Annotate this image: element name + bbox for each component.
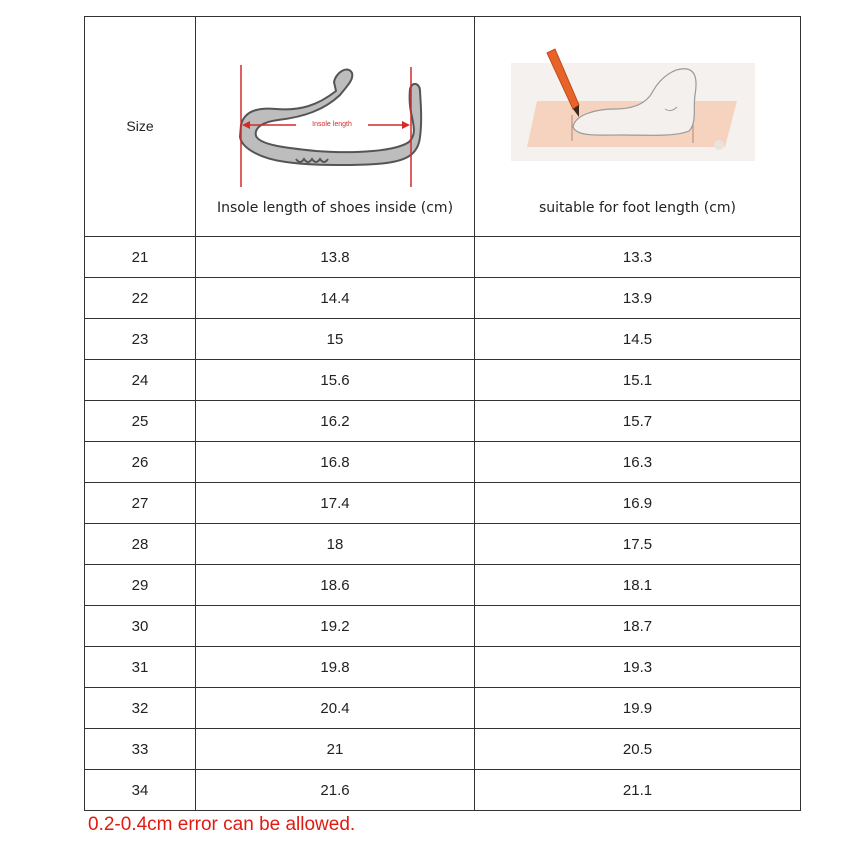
table-row	[85, 278, 801, 319]
table-row	[85, 483, 801, 524]
size-cell: 23	[85, 319, 196, 360]
size-header	[85, 17, 196, 237]
size-cell: 26	[85, 442, 196, 483]
tolerance-note: 0.2-0.4cm error can be allowed.	[88, 814, 356, 835]
foot-measure-illustration	[475, 17, 800, 192]
insole-header	[196, 17, 475, 237]
foot-cell: 19.9	[475, 688, 801, 729]
table-row	[85, 524, 801, 565]
insole-cell: 13.8	[196, 237, 475, 278]
foot-cell: 21.1	[475, 770, 801, 811]
size-cell: 33	[85, 729, 196, 770]
table-row	[85, 647, 801, 688]
insole-cell: 18.6	[196, 565, 475, 606]
table-row	[85, 237, 801, 278]
insole-cell: 15.6	[196, 360, 475, 401]
insole-cell: 19.8	[196, 647, 475, 688]
foot-cell: 15.1	[475, 360, 801, 401]
shoe-insole-illustration	[196, 17, 474, 192]
table-row	[85, 442, 801, 483]
insole-cell: 14.4	[196, 278, 475, 319]
size-chart-table	[84, 16, 801, 811]
insole-cell: 21.6	[196, 770, 475, 811]
foot-cell: 15.7	[475, 401, 801, 442]
size-cell: 27	[85, 483, 196, 524]
foot-cell: 20.5	[475, 729, 801, 770]
foot-cell: 13.3	[475, 237, 801, 278]
size-cell: 21	[85, 237, 196, 278]
size-cell: 25	[85, 401, 196, 442]
insole-cell: 16.8	[196, 442, 475, 483]
size-cell: 24	[85, 360, 196, 401]
shoe-outline-icon	[196, 17, 475, 192]
foot-header-label: suitable for foot length (cm)	[539, 200, 736, 216]
insole-cell: 17.4	[196, 483, 475, 524]
insole-cell: 19.2	[196, 606, 475, 647]
header-row	[85, 17, 801, 237]
table-row	[85, 360, 801, 401]
size-cell: 31	[85, 647, 196, 688]
size-header-label: Size	[126, 118, 154, 134]
size-cell: 30	[85, 606, 196, 647]
table-row	[85, 606, 801, 647]
insole-cell: 20.4	[196, 688, 475, 729]
table-row	[85, 401, 801, 442]
size-cell: 34	[85, 770, 196, 811]
foot-cell: 17.5	[475, 524, 801, 565]
insole-header-label: Insole length of shoes inside (cm)	[216, 200, 454, 216]
foot-cell: 18.1	[475, 565, 801, 606]
insole-cell: 21	[196, 729, 475, 770]
table-row	[85, 319, 801, 360]
foot-header	[475, 17, 801, 237]
foot-cell: 16.9	[475, 483, 801, 524]
table-row	[85, 729, 801, 770]
size-cell: 22	[85, 278, 196, 319]
foot-cell: 13.9	[475, 278, 801, 319]
foot-cell: 16.3	[475, 442, 801, 483]
size-cell: 29	[85, 565, 196, 606]
insole-cell: 15	[196, 319, 475, 360]
insole-cell: 18	[196, 524, 475, 565]
size-cell: 28	[85, 524, 196, 565]
foot-measurement-icon	[475, 17, 801, 192]
foot-cell: 18.7	[475, 606, 801, 647]
table-row	[85, 770, 801, 811]
table-row	[85, 688, 801, 729]
insole-cell: 16.2	[196, 401, 475, 442]
size-cell: 32	[85, 688, 196, 729]
table-row	[85, 565, 801, 606]
insole-length-caption: Insole length	[296, 120, 368, 129]
foot-cell: 14.5	[475, 319, 801, 360]
foot-cell: 19.3	[475, 647, 801, 688]
